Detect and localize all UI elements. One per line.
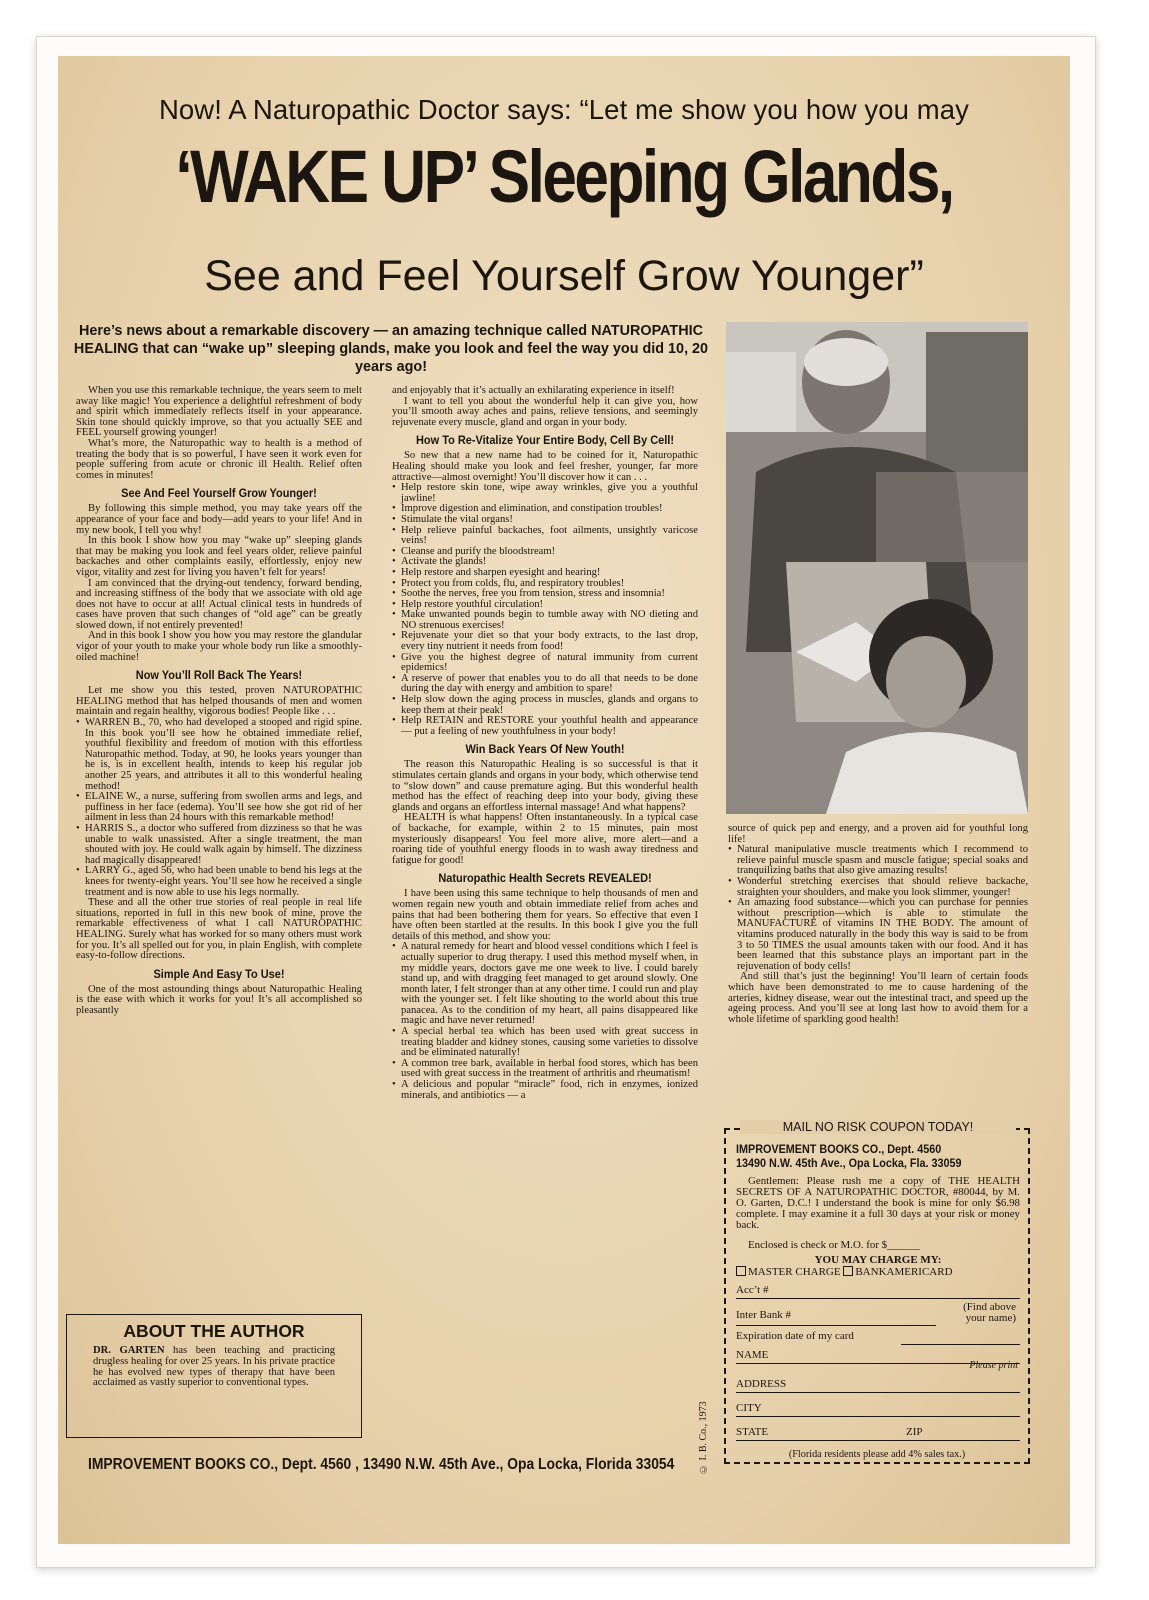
coupon-enclosed-field[interactable]: Enclosed is check or M.O. for $______ [748, 1239, 920, 1251]
subheading: How To Re-Vitalize Your Entire Body, Cell By Cell! [415, 433, 675, 448]
benefit-item: • Soothe the nerves, free you from tension, stress and insomnia! [392, 589, 698, 600]
couple-photo [726, 322, 1028, 814]
address-label: ADDRESS [736, 1378, 787, 1390]
secret-item: • A delicious and popular “miracle” food, rich in enzymes, ionized minerals, and antibiotics — a [392, 1080, 698, 1101]
benefit-list-continued [728, 845, 1028, 972]
account-label: Acc’t # [736, 1284, 769, 1296]
body-paragraph: So new that a new name had to be coined for it, Naturopathic Healing should make you look and feel fresher, younger, far more attractive—almost overnight! You’ll discover how it can . . . [392, 450, 698, 483]
master-charge-label: MASTER CHARGE [748, 1266, 841, 1278]
headline-line-1: Now! A Naturopathic Doctor says: “Let me show you how you may [158, 94, 970, 125]
benefit-item: • Natural manipulative muscle treatments which I recommend to relieve painful muscle spasm and muscle fatigue; special soaks and tranquilizing baths that also give amazing results! [728, 845, 1028, 877]
body-paragraph: One of the most astounding things about Naturopathic Healing is the ease with which it works for you! It’s all accomplished so pleasantly [76, 983, 362, 1016]
headline-main: ‘WAKE UP’ Sleeping Glands, [175, 135, 953, 218]
city-label: CITY [736, 1402, 762, 1414]
inter-bank-field[interactable] [736, 1301, 1020, 1324]
testimonial-item: • LARRY G., aged 56, who had been unable to bend his legs at the knees for twenty-eight years. You’ll see how he received a single treatment and is now able to use his legs normally. [76, 866, 362, 898]
state-label: STATE [736, 1426, 769, 1438]
secrets-list [392, 942, 698, 1101]
state-zip-field[interactable] [736, 1427, 1020, 1439]
about-author-box [66, 1314, 362, 1438]
find-above-note: (Find above [963, 1301, 1016, 1313]
body-paragraph: And still that’s just the beginning! You’ll learn of certain foods which have been demonstrated to me to cause hardening of the arteries, kidney disease, wear out the intestinal tract, and speed up the ageing process. And you’ll see at long last how to avoid them for a whole lifetime of sparkling good health! [728, 971, 1028, 1025]
expiration-field[interactable] [736, 1331, 1020, 1343]
name-label: NAME [736, 1349, 769, 1361]
enclosed-label: Enclosed is check or M.O. for $ [748, 1239, 888, 1251]
subheading: Simple And Easy To Use! [153, 966, 285, 981]
benefit-list [392, 483, 698, 737]
benefit-item: • Make unwanted pounds begin to tumble away with NO dieting and NO strenuous exercises! [392, 610, 698, 631]
coupon-company [736, 1142, 992, 1170]
body-paragraph: And in this book I show you how you may restore the glandular vigor of your youth to make your whole body run like a smoothly-oiled machine! [76, 630, 362, 663]
testimonial-item: • HARRIS S., a doctor who suffered from dizziness so that he was unable to walk unassisted. After a single treatment, the man shouted with joy. He could walk again by himself. The dizziness had magically disappeared! [76, 824, 362, 866]
testimonial-item: • ELAINE W., a nurse, suffering from swollen arms and legs, and puffiness in her face (edema). You’ll see how she got rid of her ailment in less than 24 hours with this remarkable method! [76, 792, 362, 824]
benefit-item: • Stimulate the vital organs! [392, 515, 698, 526]
benefit-item: • Improve digestion and elimination, and constipation troubles! [392, 504, 698, 515]
column-1 [76, 386, 362, 1016]
subheading: Win Back Years Of New Youth! [465, 742, 625, 757]
body-paragraph: I am convinced that the drying-out tendency, forward bending, and increasing stiffness of the body that we associate with old age does not have to occur at all! Actual clinical tests in hundreds of cases have proven that such changes of “old age” can be greatly slowed down, if not entirely prevented! [76, 577, 362, 631]
column-3 [728, 824, 1028, 1025]
benefit-item: • Cleanse and purify the bloodstream! [392, 547, 698, 558]
benefit-item: • Help relieve painful backaches, foot ailments, unsightly varicose veins! [392, 526, 698, 547]
secret-item: • A special herbal tea which has been used with great success in treating bladder and kidney stones, causing some varieties to dissolve and be eliminated naturally! [392, 1027, 698, 1059]
body-paragraph: These and all the other true stories of real people in real life situations, reported in full in this new book of mine, prove the remarkable effectiveness of what I call NATUROPATHIC HEALING. Surely what has worked for so many others must work for you. It’s all spelled out for you, in plain English, with complete easy-to-follow directions. [76, 897, 362, 962]
inter-bank-label: Inter Bank # [736, 1309, 791, 1321]
coupon-title: MAIL NO RISK COUPON TODAY! [740, 1120, 1016, 1134]
body-paragraph: What’s more, the Naturopathic way to health is a method of treating the body that is so powerful, I have seen it work even for people suffering from acute or chronic ill Health. Relief often comes in minutes! [76, 437, 362, 481]
account-number-field[interactable] [736, 1285, 1020, 1297]
subheading: Naturopathic Health Secrets REVEALED! [438, 871, 652, 886]
testimonial-item: • WARREN B., 70, who had developed a stooped and rigid spine. In this book you’ll see how he obtained immediate relief, youthful flexibility and freedom of motion with this effortless Naturopathic method. Today, at 90, he looks years younger than he is, is in excellent health, intends to keep his regular job another 25 years, and attributes it all to this wonderful healing method! [76, 718, 362, 792]
address-field[interactable] [736, 1379, 1020, 1391]
coupon-company-name: IMPROVEMENT BOOKS CO., Dept. 4560 [736, 1142, 942, 1156]
master-charge-checkbox[interactable] [736, 1266, 746, 1276]
expiration-label: Expiration date of my card [736, 1330, 854, 1342]
please-print-note: Please print [969, 1360, 1018, 1371]
body-paragraph: and enjoyably that it’s actually an exhilarating experience in itself! [392, 385, 675, 396]
benefit-item: • Help restore youthful circulation! [392, 600, 698, 611]
company-footer: IMPROVEMENT BOOKS CO., Dept. 4560 , 13490 N.W. 45th Ave., Opa Locka, Florida 33054 [88, 1456, 675, 1473]
author-bio: has been teaching and practicing drugless healing for over 25 years. In his private practice he has evolved new types of therapy that have been acclaimed as vastly superior to conventional types. [93, 1345, 335, 1389]
coupon-order-text: Gentlemen: Please rush me a copy of THE HEALTH SECRETS OF A NATUROPATHIC DOCTOR, #80044, by M. O. Garten, D.C.! I understand the book is mine for only $6.98 complete. I may examine it a full 30 days at your risk or money back. [736, 1175, 1020, 1231]
body-paragraph: I have been using this same technique to help thousands of men and women regain new youth and obtain immediate relief from aches and pains that had been bothering them for years. So effective that even I have often been startled at the results. In this book I give you the full details of this method, and show you: [392, 888, 698, 942]
sales-tax-note: (Florida residents please add 4% sales tax.) [788, 1449, 966, 1460]
city-field[interactable] [736, 1403, 1020, 1415]
please-print-row [736, 1362, 1020, 1372]
lead-paragraph: Here’s news about a remarkable discovery — an amazing technique called NATUROPATHIC HEALING that can “wake up” sleeping glands, make you look and feel the way you did 10, 20 years ago! [73, 323, 709, 375]
copyright-notice: © I. B. Co., 1973 [698, 1401, 709, 1474]
benefit-item: • Wonderful stretching exercises that should relieve backache, straighten your shoulders, and make you look slimmer, younger! [728, 877, 1028, 898]
body-paragraph: By following this simple method, you may take years off the appearance of your face and body—add years to your life! And in my new book, I tell you why! [76, 503, 362, 536]
secret-item: • A common tree bark, available in herbal food stores, which has been used with great success in the treatment of arthritis and rheumatism! [392, 1059, 698, 1080]
your-name-note: your name) [965, 1312, 1016, 1324]
benefit-item: • An amazing food substance—which you can purchase for pennies without prescription—which is able to stimulate the MANUFACTURE of vitamins IN THE BODY. The amount of vitamins produced naturally in the body this way is said to be from 3 to 50 TIMES the usual amounts taken with our food. And it has been learned that this substance plays an important part in the rejuvenation of body cells! [728, 898, 1028, 972]
subheading: Now You’ll Roll Back The Years! [135, 668, 303, 683]
benefit-item: • Help RETAIN and RESTORE your youthful health and appearance — put a feeling of new youthfulness in your body! [392, 716, 698, 737]
testimonial-list [76, 718, 362, 898]
about-author-body [93, 1346, 335, 1389]
order-coupon[interactable] [724, 1120, 1030, 1464]
benefit-item: • A reserve of power that enables you to do all that needs to be done during the day with energy and ambition to spare! [392, 674, 698, 695]
benefit-item: • Give you the highest degree of natural immunity from current epidemics! [392, 653, 698, 674]
benefit-item: • Help slow down the aging process in muscles, glands and organs to keep them at their peak! [392, 695, 698, 716]
bankamericard-label: BANKAMERICARD [855, 1266, 953, 1278]
body-paragraph: When you use this remarkable technique, the years seem to melt away like magic! You experience a delightful refreshment of body and spirit which immediately reflects itself in your appearance. Skin tone should quickly improve, so that you actually SEE and FEEL yourself growing younger! [76, 385, 362, 439]
body-paragraph: source of quick pep and energy, and a proven aid for youthful long life! [728, 823, 1028, 845]
card-options [736, 1266, 1020, 1278]
body-paragraph: The reason this Naturopathic Healing is so successful is that it stimulates certain glands and organs in your body, which otherwise tend to “slow down” and cause premature aging. But this wonderful health method has the effect of reaching deep into your body, giving these glands and organs an effortless internal massage! And what happens? [392, 759, 698, 813]
column-2 [392, 386, 698, 1101]
author-name: DR. GARTEN [93, 1345, 165, 1356]
secret-item: • A natural remedy for heart and blood vessel conditions which I feel is actually superior to drug therapy. I used this method myself when, in my middle years, doctors gave me one week to live. I could barely stand up, and with dragging feet managed to get around slowly. One month later, I felt stronger than at any other time. I could run and play with the younger set. I felt like shouting to the world about this true panacea. As to the condition of my heart, all pains disappeared like magic and have never returned! [392, 942, 698, 1027]
about-author-title: ABOUT THE AUTHOR [123, 1321, 305, 1341]
advertisement-page [58, 56, 1070, 1544]
body-paragraph: Let me show you this tested, proven NATUROPATHIC HEALING method that has helped thousands of men and women maintain and regain healthy, vigorous bodies! People like . . . [76, 685, 362, 718]
zip-label: ZIP [906, 1426, 923, 1438]
body-paragraph: HEALTH is what happens! Often instantaneously. In a typical case of backache, for example, within 2 to 15 minutes, pain most mysteriously disappears! You feel more alive, more alert—and a roaring tide of youthful energy floods in to wash away tiredness and fatigue for good! [392, 812, 698, 866]
body-paragraph: In this book I show how you may “wake up” sleeping glands that may be making you look and feel years older, relieve painful backaches and other complaints easily, effortlessly, enjoy new vigor, vitality and zest for living you haven’t felt for years! [76, 535, 362, 578]
bankamericard-checkbox[interactable] [843, 1266, 853, 1276]
benefit-item: • Activate the glands! [392, 557, 698, 568]
subheading: See And Feel Yourself Grow Younger! [121, 486, 317, 501]
benefit-item: • Protect you from colds, flu, and respiratory troubles! [392, 579, 698, 590]
charge-heading: YOU MAY CHARGE MY: [814, 1254, 942, 1266]
benefit-item: • Help restore and sharpen eyesight and hearing! [392, 568, 698, 579]
benefit-item: • Rejuvenate your diet so that your body extracts, to the last drop, every tiny nutrient it needs from food! [392, 631, 698, 652]
coupon-company-address: 13490 N.W. 45th Ave., Opa Locka, Fla. 33059 [736, 1156, 962, 1170]
headline-line-3: See and Feel Yourself Grow Younger” [204, 252, 924, 300]
body-paragraph: I want to tell you about the wonderful help it can give you, how you’ll smooth away aches and pains, relieve tensions, and seemingly rejuvenate every muscle, gland and organ in your body. [392, 395, 698, 428]
benefit-item: • Help restore skin tone, wipe away wrinkles, give you a youthful jawline! [392, 483, 698, 504]
couple-photo-illustration [726, 322, 1028, 814]
